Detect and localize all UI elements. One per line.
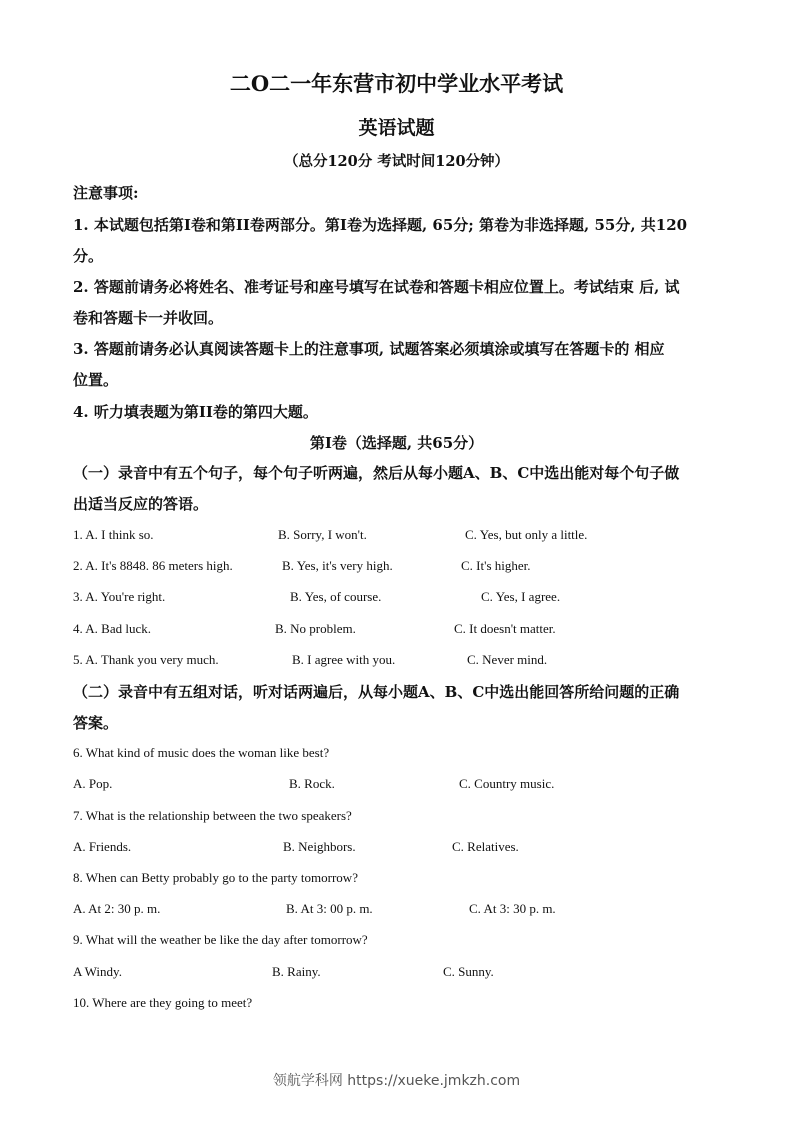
question-option-a: A. Pop. (73, 776, 113, 791)
question-option-c: C. It doesn't matter. (454, 621, 556, 636)
question-option-b: B. Rock. (289, 776, 335, 791)
question-text: 10. Where are they going to meet? (73, 995, 253, 1010)
question-option-b: B. I agree with you. (292, 652, 396, 667)
question-option-a: 5. A. Thank you very much. (73, 652, 219, 667)
part2-instruction: 答案。 (73, 714, 119, 732)
question-option-a: A. At 2: 30 p. m. (73, 901, 161, 916)
note-line: 2. 答题前请务必将姓名、准考证号和座号填写在试卷和答题卡相应位置上。考试结束 后, 试 (73, 278, 680, 296)
question-option-c: C. Relatives. (452, 839, 519, 854)
note-line: 分。 (73, 247, 104, 265)
question-option-b: B. Yes, of course. (290, 589, 382, 604)
page-title: 二O二一年东营市初中学业水平考试 (229, 71, 564, 96)
section-title: 第I卷（选择题, 共65分） (309, 434, 484, 452)
score-info: （总分120分 考试时间120分钟） (283, 153, 510, 170)
question-text: 9. What will the weather be like the day after tomorrow? (73, 932, 368, 947)
question-option-b: B. Rainy. (272, 964, 321, 979)
note-line: 4. 听力填表题为第II卷的第四大题。 (73, 403, 318, 421)
part1-instruction: （一）录音中有五个句子，每个句子听两遍，然后从每小题A、B、C中选出能对每个句子做 (73, 464, 680, 482)
question-option-c: C. Country music. (459, 776, 555, 791)
question-option-a: 2. A. It's 8848. 86 meters high. (73, 558, 233, 573)
question-option-b: B. No problem. (275, 621, 356, 636)
part1-instruction: 出适当反应的答语。 (73, 495, 209, 513)
question-option-b: B. Neighbors. (283, 839, 356, 854)
part2-instruction: （二）录音中有五组对话，听对话两遍后，从每小题A、B、C中选出能回答所给问题的正确 (73, 683, 680, 701)
question-option-c: C. It's higher. (461, 558, 531, 573)
question-option-a: 1. A. I think so. (73, 527, 154, 542)
question-option-c: C. Yes, I agree. (481, 589, 561, 604)
question-text: 7. What is the relationship between the two speakers? (73, 808, 352, 823)
note-line: 位置。 (73, 371, 119, 389)
note-line: 3. 答题前请务必认真阅读答题卡上的注意事项, 试题答案必须填涂或填写在答题卡的 相应 (73, 340, 665, 358)
question-option-a: A Windy. (73, 964, 122, 979)
question-option-c: C. At 3: 30 p. m. (469, 901, 556, 916)
question-option-b: B. Yes, it's very high. (282, 558, 393, 573)
question-option-b: B. Sorry, I won't. (278, 527, 367, 542)
question-option-a: 4. A. Bad luck. (73, 621, 151, 636)
question-text: 6. What kind of music does the woman like best? (73, 745, 330, 760)
notes-heading: 注意事项: (73, 184, 139, 202)
question-option-b: B. At 3: 00 p. m. (286, 901, 373, 916)
question-option-c: C. Sunny. (443, 964, 494, 979)
question-text: 8. When can Betty probably go to the party tomorrow? (73, 870, 358, 885)
page-subtitle: 英语试题 (358, 117, 435, 139)
note-line: 卷和答题卡一并收回。 (73, 309, 224, 327)
question-option-c: C. Never mind. (467, 652, 548, 667)
question-option-a: 3. A. You're right. (73, 589, 166, 604)
note-line: 1. 本试题包括第I卷和第II卷两部分。第I卷为选择题, 65分; 第卷为非选择题, 55分, 共120 (73, 216, 688, 234)
question-option-a: A. Friends. (73, 839, 132, 854)
footer-watermark: 领航学科网 https://xueke.jmkzh.com (272, 1073, 521, 1089)
question-option-c: C. Yes, but only a little. (465, 527, 588, 542)
